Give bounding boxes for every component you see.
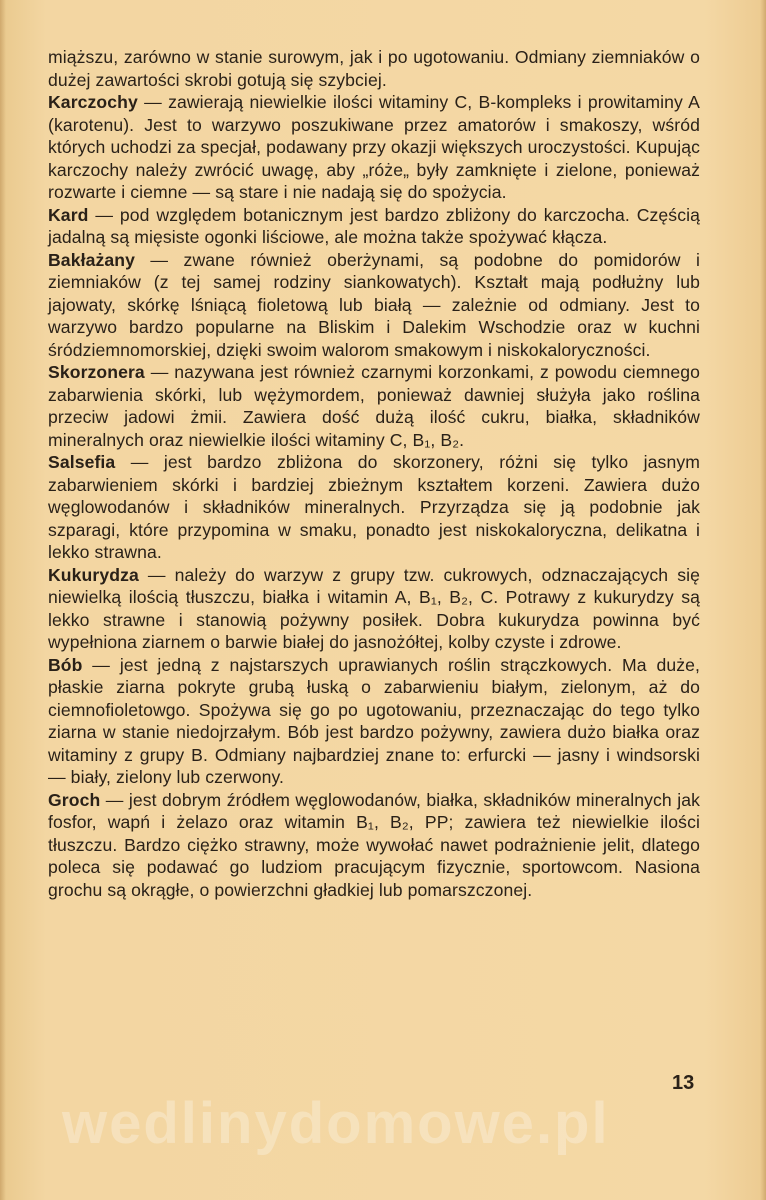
intro-paragraph: miąższu, zarówno w stanie surowym, jak i po ugotowaniu. Odmiany ziemniaków o dużej zawartości skrobi gotują się szybciej. xyxy=(48,47,700,90)
entry-term: Groch xyxy=(48,789,101,810)
entry-term: Salsefia xyxy=(48,452,116,472)
entry-karczochy xyxy=(48,91,700,204)
body-text xyxy=(48,46,700,901)
entry-term: Kard xyxy=(48,204,89,225)
entry-body: — jest bardzo zbliżona do skorzonery, różni się tylko jasnym zabarwieniem skórki i bardziej zbieżnym kształtem korzeni. Zawiera dużo węglowodanów i składników mineralnych. Przyrządza się ją podobnie jak szparagi, które przypomina w smaku, ponadto jest niskokaloryczna, delikatna i lekko strawna. xyxy=(48,452,700,562)
entry-term: Skorzonera xyxy=(48,362,145,382)
entry-baklazany xyxy=(48,249,700,362)
page-edge-shadow-right xyxy=(760,0,766,1200)
entry-body: — jest jedną z najstarszych uprawianych roślin strączkowych. Ma duże, płaskie ziarna pokryte grubą łuską o zabarwieniu białym, zielonym, aż do ciemnofioletowgo. Spożywa się go po ugotowaniu, przeznaczając do tego tylko ziarna w stanie niedojrzałym. Bób jest bardzo pożywny, zawiera dużo białka oraz witaminy z grupy B. Odmiany najbardziej znane to: erfurcki — jasny i windsorski — biały, zielony lub czerwony. xyxy=(48,654,700,787)
entry-groch xyxy=(48,789,700,902)
entry-term: Karczochy xyxy=(48,92,138,112)
entry-term: Kukurydza xyxy=(48,564,139,585)
entry-term: Bób xyxy=(48,654,83,675)
entry-term: Bakłażany xyxy=(48,249,135,270)
entry-body: — pod względem botanicznym jest bardzo zbliżony do karczocha. Częścią jadalną są mięsiste ogonki liściowe, ale można także spożywać kłącza. xyxy=(48,204,700,247)
entry-skorzonera xyxy=(48,361,700,451)
entry-bob xyxy=(48,654,700,789)
watermark-text: wedlinydomowe.pl xyxy=(62,1091,610,1156)
entry-body: — jest dobrym źródłem węglowodanów, białka, składników mineralnych jak fosfor, wapń i żelazo oraz witamin B₁, B₂, PP; zawiera też niewielkie ilości tłuszczu. Bardzo ciężko strawny, może wywołać nawet podrażnienie jelit, dlatego poleca się podawać go ludziom pracującym fizycznie, sportowcom. Nasiona grochu są okrągłe, o powierzchni gładkiej lub pomarszczonej. xyxy=(48,789,700,900)
entry-body: — należy do warzyw z grupy tzw. cukrowych, odznaczających się niewielką ilością tłuszczu, białka i witamin A, B₁, B₂, C. Potrawy z kukurydzy są lekko strawne i stanowią pożywny posiłek. Dobra kukurydza powinna być wypełniona ziarnem o barwie białej do jasnożółtej, kolby czyste i zdrowe. xyxy=(48,564,700,652)
entry-kukurydza xyxy=(48,564,700,654)
entry-body: — zwane również oberżynami, są podobne do pomidorów i ziemniaków (z tej samej rodziny siankowatych). Kształt mają podłużny lub jajowaty, skórkę lśniącą fioletową lub białą — zależnie od odmiany. Jest to warzywo bardzo popularne na Bliskim i Dalekim Wschodzie oraz w kuchni śródziemnomorskiej, dzięki swoim walorom smakowym i niskokaloryczności. xyxy=(48,249,700,360)
entry-body: — zawierają niewielkie ilości witaminy C, B-kompleks i prowitaminy A (karotenu). Jest to warzywo poszukiwane przez amatorów i smakoszy, wśród których uchodzi za specjał, podawany przy okazji większych uroczystości. Kupując karczochy należy zwrócić uwagę, aby „róże„ były zamknięte i zielone, ponieważ rozwarte i ciemne — są stare i nie nadają się do spożycia. xyxy=(48,92,700,202)
entry-kard xyxy=(48,204,700,249)
entry-body: — nazywana jest również czarnymi korzonkami, z powodu ciemnego zabarwienia skórki, lub wężymordem, ponieważ dawniej służyła jako roślina przeciw jadowi żmii. Zawiera dość dużą ilość cukru, białka, składników mineralnych oraz niewielkie ilości witaminy C, B₁, B₂. xyxy=(48,362,700,450)
page-edge-shadow-left xyxy=(0,0,6,1200)
entry-salsefia xyxy=(48,451,700,564)
page-number: 13 xyxy=(672,1072,695,1094)
